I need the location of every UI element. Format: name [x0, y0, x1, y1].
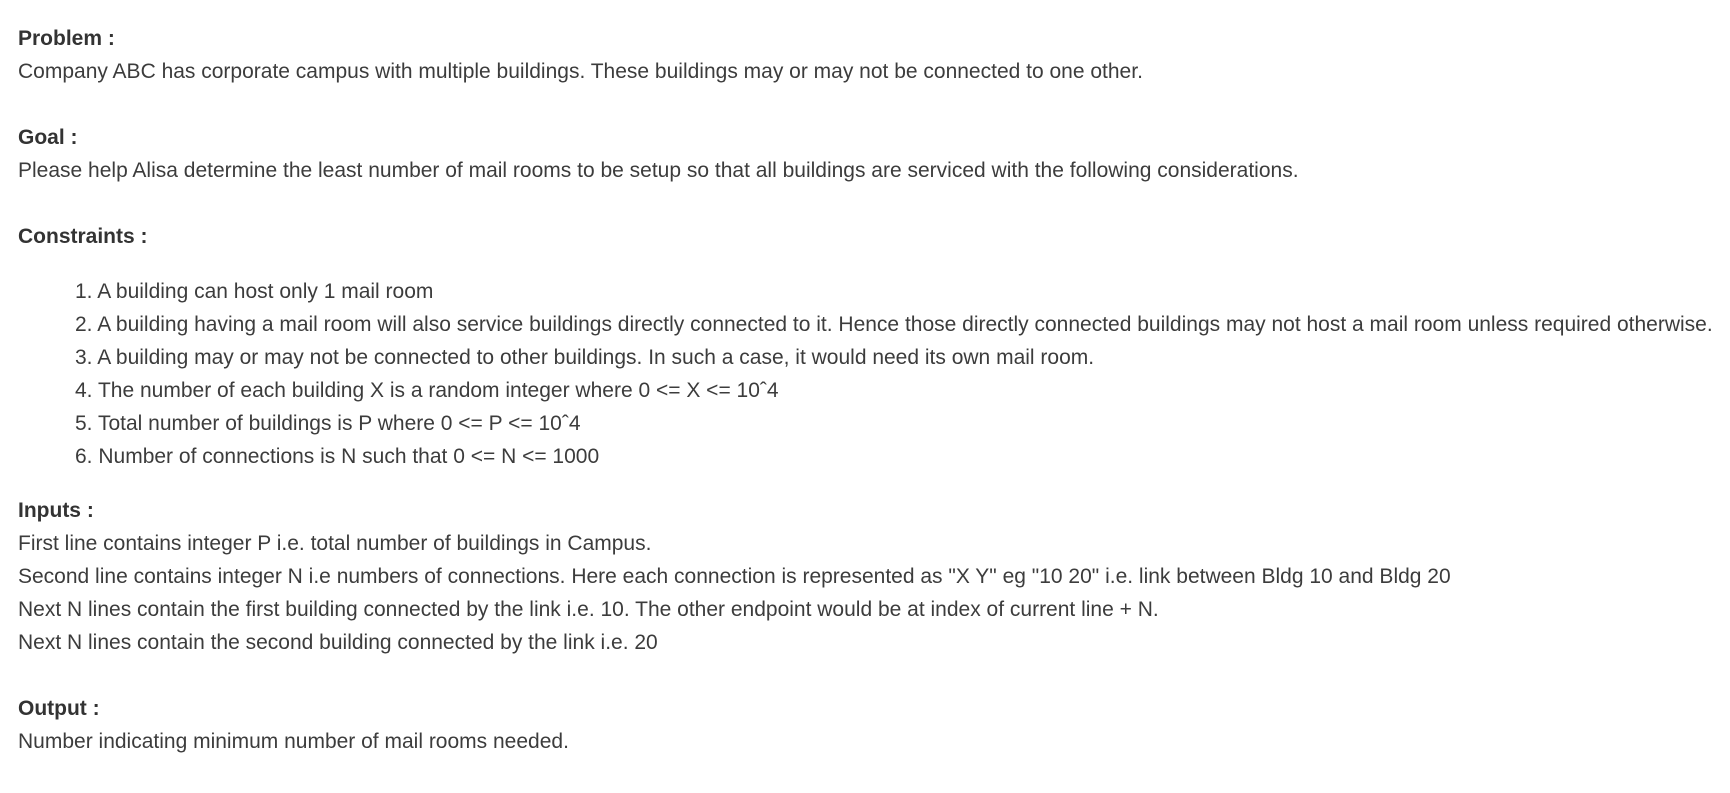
problem-heading: Problem :: [18, 27, 115, 50]
inputs-heading: Inputs :: [18, 499, 94, 522]
spacer: [18, 88, 1730, 121]
inputs-section: [18, 494, 1730, 659]
output-section: [18, 692, 1730, 758]
constraint-text: A building having a mail room will also service buildings directly connected to it. Hence those directly connected buildings may not host a mail room unless required otherwise.: [97, 313, 1713, 336]
constraint-number: 3.: [75, 346, 93, 369]
constraint-number: 6.: [75, 445, 93, 468]
constraint-text: A building can host only 1 mail room: [97, 280, 434, 303]
constraint-text: Total number of buildings is P where 0 <= P <= 10ˆ4: [97, 412, 581, 435]
spacer: [18, 253, 1730, 275]
constraint-text: The number of each building X is a random integer where 0 <= X <= 10ˆ4: [97, 379, 779, 402]
constraint-item: [75, 440, 1730, 473]
constraints-section: [18, 220, 1730, 473]
constraint-number: 2.: [75, 313, 93, 336]
constraint-number: 1.: [75, 280, 93, 303]
spacer: [18, 187, 1730, 220]
constraint-item: [75, 341, 1730, 374]
constraint-number: 5.: [75, 412, 93, 435]
inputs-line: Next N lines contain the second building connected by the link i.e. 20: [18, 631, 658, 654]
constraints-heading: Constraints :: [18, 225, 148, 248]
problem-text: Company ABC has corporate campus with multiple buildings. These buildings may or may not be connected to one other.: [18, 60, 1143, 83]
goal-heading: Goal :: [18, 126, 78, 149]
problem-section: [18, 22, 1730, 88]
inputs-line: First line contains integer P i.e. total number of buildings in Campus.: [18, 532, 652, 555]
constraint-text: A building may or may not be connected to other buildings. In such a case, it would need its own mail room.: [97, 346, 1095, 369]
goal-text: Please help Alisa determine the least number of mail rooms to be setup so that all buildings are serviced with the following considerations.: [18, 159, 1299, 182]
constraint-item: [75, 275, 1730, 308]
constraint-item: [75, 308, 1730, 341]
goal-section: [18, 121, 1730, 187]
constraint-item: [75, 374, 1730, 407]
spacer: [18, 473, 1730, 494]
inputs-line: Second line contains integer N i.e numbers of connections. Here each connection is represented as "X Y" eg "10 20" i.e. link between Bldg 10 and Bldg 20: [18, 565, 1451, 588]
output-heading: Output :: [18, 697, 100, 720]
constraint-text: Number of connections is N such that 0 <= N <= 1000: [98, 445, 600, 468]
constraint-item: [75, 407, 1730, 440]
constraints-list: [18, 275, 1730, 473]
constraint-number: 4.: [75, 379, 93, 402]
output-text: Number indicating minimum number of mail rooms needed.: [18, 730, 569, 753]
inputs-line: Next N lines contain the first building connected by the link i.e. 10. The other endpoint would be at index of current line + N.: [18, 598, 1159, 621]
spacer: [18, 659, 1730, 692]
